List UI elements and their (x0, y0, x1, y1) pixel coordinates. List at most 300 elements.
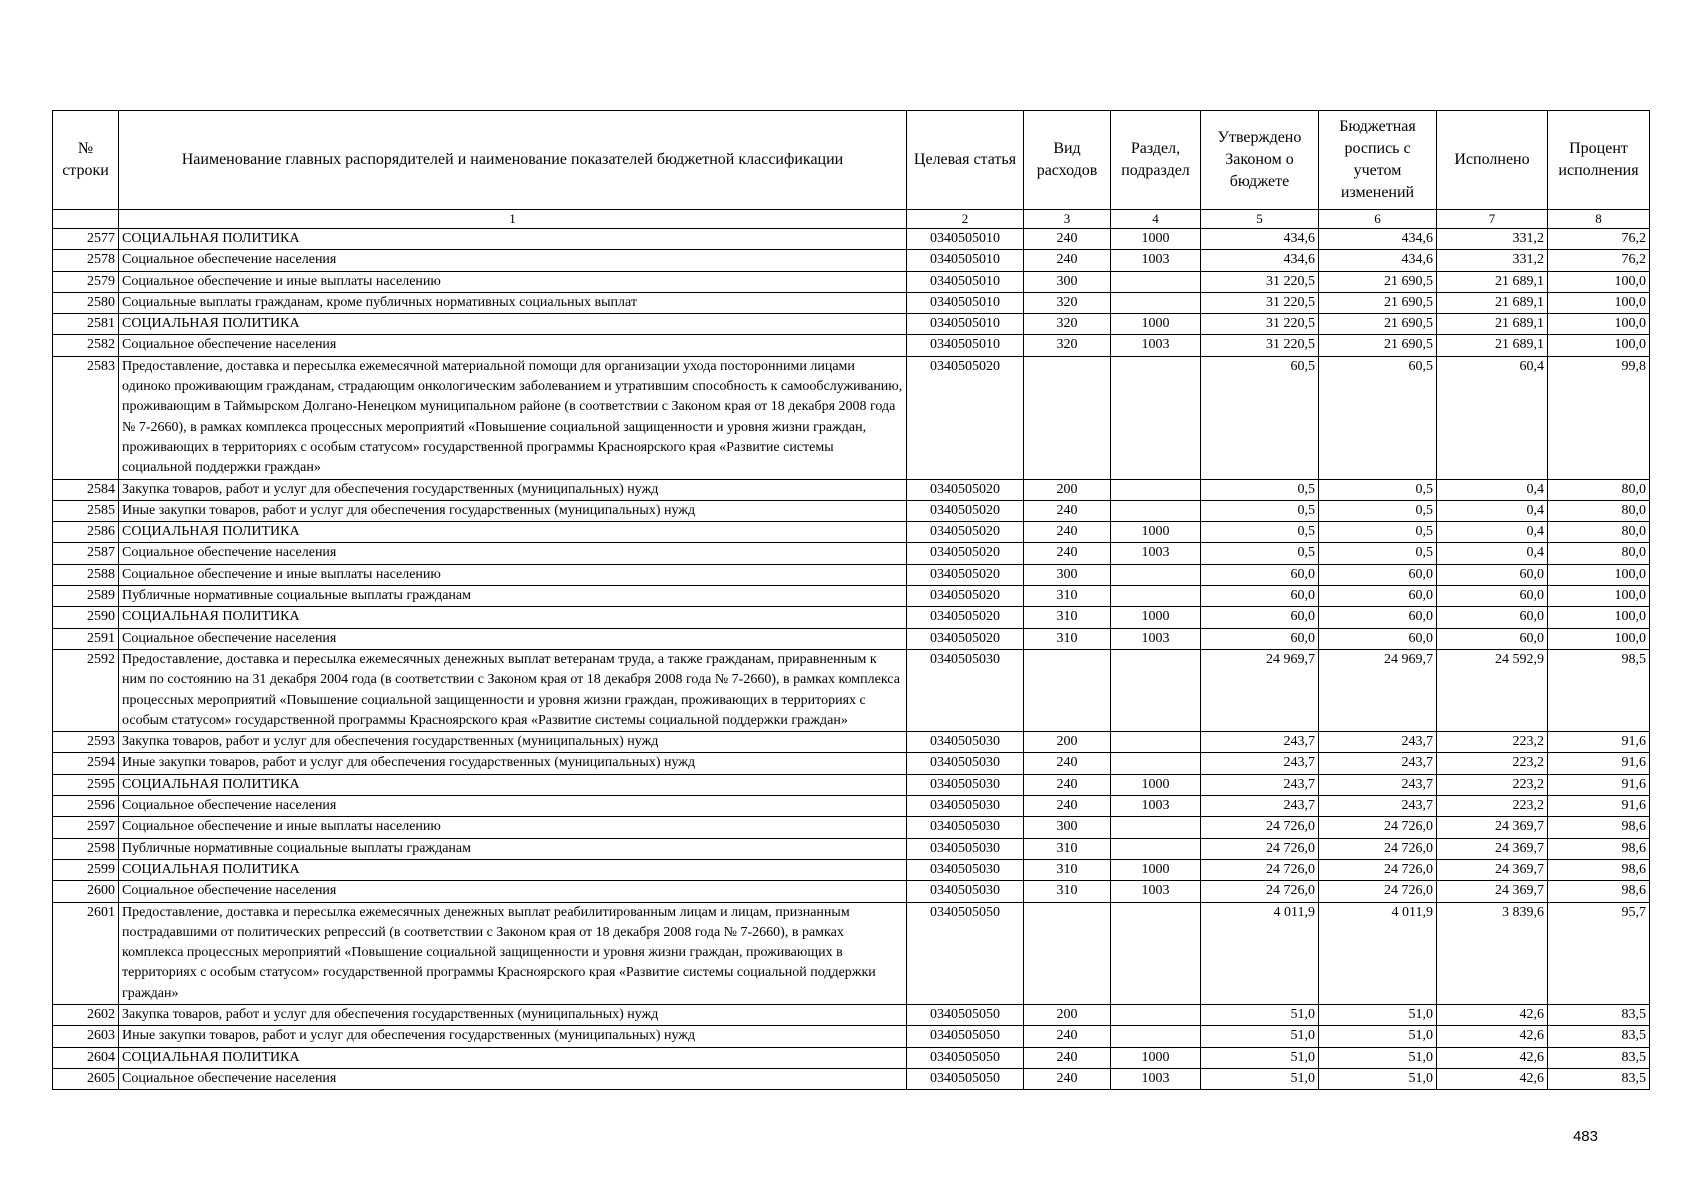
cell-row-number: 2602 (53, 1004, 119, 1025)
cell-executed: 0,4 (1437, 522, 1548, 543)
cell-section (1111, 500, 1201, 521)
cell-percent: 98,6 (1548, 881, 1650, 902)
cell-name: СОЦИАЛЬНАЯ ПОЛИТИКА (119, 229, 907, 250)
table-row (53, 628, 1650, 649)
cell-executed: 60,0 (1437, 628, 1548, 649)
table-row (53, 838, 1650, 859)
cell-name: СОЦИАЛЬНАЯ ПОЛИТИКА (119, 314, 907, 335)
cell-budget-list: 60,0 (1319, 628, 1437, 649)
cell-percent: 91,6 (1548, 774, 1650, 795)
cell-percent: 99,8 (1548, 356, 1650, 479)
column-number: 1 (119, 210, 907, 229)
cell-percent: 91,6 (1548, 732, 1650, 753)
cell-budget-list: 51,0 (1319, 1068, 1437, 1089)
header-row-number: № строки (53, 111, 119, 210)
cell-budget-list: 0,5 (1319, 500, 1437, 521)
cell-budget-list: 243,7 (1319, 774, 1437, 795)
cell-approved: 51,0 (1201, 1026, 1319, 1047)
cell-percent: 83,5 (1548, 1004, 1650, 1025)
table-row (53, 586, 1650, 607)
table-row (53, 753, 1650, 774)
cell-expense-type: 310 (1024, 859, 1111, 880)
cell-budget-list: 243,7 (1319, 753, 1437, 774)
cell-name: Иные закупки товаров, работ и услуг для обеспечения государственных (муниципальных) нужд (119, 1026, 907, 1047)
cell-budget-list: 434,6 (1319, 250, 1437, 271)
cell-section (1111, 817, 1201, 838)
cell-budget-list: 21 690,5 (1319, 335, 1437, 356)
cell-expense-type: 240 (1024, 543, 1111, 564)
cell-percent: 95,7 (1548, 902, 1650, 1004)
table-row (53, 479, 1650, 500)
cell-name: Закупка товаров, работ и услуг для обеспечения государственных (муниципальных) нужд (119, 732, 907, 753)
cell-executed: 24 369,7 (1437, 838, 1548, 859)
table-row (53, 314, 1650, 335)
table-row (53, 732, 1650, 753)
cell-expense-type: 320 (1024, 335, 1111, 356)
cell-executed: 24 369,7 (1437, 817, 1548, 838)
cell-percent: 100,0 (1548, 292, 1650, 313)
cell-budget-list: 60,0 (1319, 564, 1437, 585)
cell-row-number: 2594 (53, 753, 119, 774)
table-row (53, 500, 1650, 521)
cell-target-article: 0340505020 (907, 586, 1024, 607)
cell-section: 1003 (1111, 628, 1201, 649)
cell-name: Социальное обеспечение и иные выплаты населению (119, 817, 907, 838)
table-row (53, 522, 1650, 543)
cell-row-number: 2604 (53, 1047, 119, 1068)
cell-executed: 0,4 (1437, 500, 1548, 521)
cell-percent: 76,2 (1548, 229, 1650, 250)
cell-approved: 51,0 (1201, 1004, 1319, 1025)
table-row (53, 335, 1650, 356)
cell-section: 1003 (1111, 881, 1201, 902)
cell-executed: 60,4 (1437, 356, 1548, 479)
cell-approved: 434,6 (1201, 229, 1319, 250)
table-row (53, 564, 1650, 585)
cell-approved: 243,7 (1201, 753, 1319, 774)
cell-target-article: 0340505010 (907, 271, 1024, 292)
cell-row-number: 2581 (53, 314, 119, 335)
cell-budget-list: 24 969,7 (1319, 649, 1437, 731)
cell-budget-list: 51,0 (1319, 1047, 1437, 1068)
table-row (53, 229, 1650, 250)
cell-approved: 24 726,0 (1201, 859, 1319, 880)
cell-section (1111, 753, 1201, 774)
header-section: Раздел, подраздел (1111, 111, 1201, 210)
cell-budget-list: 24 726,0 (1319, 838, 1437, 859)
cell-section (1111, 479, 1201, 500)
cell-row-number: 2580 (53, 292, 119, 313)
budget-table (52, 110, 1650, 1090)
cell-expense-type: 240 (1024, 774, 1111, 795)
cell-target-article: 0340505020 (907, 356, 1024, 479)
cell-target-article: 0340505010 (907, 229, 1024, 250)
header-expense-type: Вид расходов (1024, 111, 1111, 210)
cell-section: 1000 (1111, 1047, 1201, 1068)
cell-percent: 80,0 (1548, 479, 1650, 500)
cell-row-number: 2603 (53, 1026, 119, 1047)
cell-row-number: 2601 (53, 902, 119, 1004)
column-number: 7 (1437, 210, 1548, 229)
cell-expense-type: 310 (1024, 838, 1111, 859)
table-row (53, 1004, 1650, 1025)
cell-executed: 42,6 (1437, 1026, 1548, 1047)
cell-approved: 0,5 (1201, 479, 1319, 500)
cell-percent: 100,0 (1548, 586, 1650, 607)
cell-name: Социальное обеспечение и иные выплаты населению (119, 271, 907, 292)
cell-section (1111, 271, 1201, 292)
cell-row-number: 2579 (53, 271, 119, 292)
cell-expense-type: 320 (1024, 292, 1111, 313)
cell-row-number: 2588 (53, 564, 119, 585)
cell-row-number: 2577 (53, 229, 119, 250)
cell-expense-type: 300 (1024, 564, 1111, 585)
cell-target-article: 0340505030 (907, 732, 1024, 753)
cell-name: Социальное обеспечение населения (119, 796, 907, 817)
cell-target-article: 0340505030 (907, 774, 1024, 795)
cell-approved: 0,5 (1201, 543, 1319, 564)
cell-budget-list: 24 726,0 (1319, 859, 1437, 880)
table-row (53, 902, 1650, 1004)
cell-target-article: 0340505030 (907, 796, 1024, 817)
cell-expense-type: 300 (1024, 271, 1111, 292)
cell-budget-list: 21 690,5 (1319, 271, 1437, 292)
cell-approved: 60,0 (1201, 628, 1319, 649)
cell-percent: 83,5 (1548, 1068, 1650, 1089)
cell-target-article: 0340505020 (907, 479, 1024, 500)
cell-row-number: 2591 (53, 628, 119, 649)
cell-target-article: 0340505020 (907, 522, 1024, 543)
cell-executed: 60,0 (1437, 607, 1548, 628)
cell-approved: 60,0 (1201, 564, 1319, 585)
cell-expense-type: 200 (1024, 479, 1111, 500)
cell-name: Публичные нормативные социальные выплаты гражданам (119, 586, 907, 607)
header-percent: Процент исполнения (1548, 111, 1650, 210)
cell-target-article: 0340505030 (907, 817, 1024, 838)
cell-target-article: 0340505020 (907, 500, 1024, 521)
budget-sheet (52, 110, 1649, 1090)
cell-expense-type: 320 (1024, 314, 1111, 335)
cell-percent: 100,0 (1548, 314, 1650, 335)
cell-percent: 91,6 (1548, 753, 1650, 774)
table-row (53, 271, 1650, 292)
cell-section (1111, 649, 1201, 731)
cell-percent: 100,0 (1548, 607, 1650, 628)
cell-row-number: 2596 (53, 796, 119, 817)
cell-percent: 80,0 (1548, 522, 1650, 543)
cell-row-number: 2599 (53, 859, 119, 880)
cell-budget-list: 51,0 (1319, 1026, 1437, 1047)
cell-expense-type: 240 (1024, 1068, 1111, 1089)
cell-name: Социальное обеспечение и иные выплаты населению (119, 564, 907, 585)
cell-target-article: 0340505020 (907, 543, 1024, 564)
cell-expense-type: 310 (1024, 881, 1111, 902)
cell-name: Закупка товаров, работ и услуг для обеспечения государственных (муниципальных) нужд (119, 1004, 907, 1025)
cell-executed: 223,2 (1437, 774, 1548, 795)
cell-section: 1003 (1111, 543, 1201, 564)
cell-executed: 24 369,7 (1437, 881, 1548, 902)
cell-approved: 60,0 (1201, 607, 1319, 628)
cell-approved: 434,6 (1201, 250, 1319, 271)
column-number: 4 (1111, 210, 1201, 229)
cell-section: 1003 (1111, 335, 1201, 356)
table-row (53, 881, 1650, 902)
cell-row-number: 2585 (53, 500, 119, 521)
cell-executed: 223,2 (1437, 732, 1548, 753)
cell-approved: 31 220,5 (1201, 335, 1319, 356)
cell-target-article: 0340505050 (907, 902, 1024, 1004)
column-number: 2 (907, 210, 1024, 229)
column-number-row (53, 210, 1650, 229)
cell-name: Социальное обеспечение населения (119, 881, 907, 902)
cell-name: Предоставление, доставка и пересылка ежемесячной материальной помощи для организации ухода посторонними лицами одиноко проживающим гражданам, страдающим онкологическим заболеванием и утратившим способность к самообслуживанию, проживающим в Таймырском Долгано-Ненецком муниципальном районе (в соответствии с Законом края от 18 декабря 2008 года № 7-2660), в рамках комплекса процессных мероприятий «Повышение социальной защищенности и уровня жизни граждан, проживающих в территориях с особым статусом» государственной программы Красноярского края «Развитие системы социальной поддержки граждан» (119, 356, 907, 479)
table-row (53, 1026, 1650, 1047)
header-budget-list: Бюджетная роспись с учетом изменений (1319, 111, 1437, 210)
cell-budget-list: 434,6 (1319, 229, 1437, 250)
cell-executed: 60,0 (1437, 586, 1548, 607)
cell-percent: 83,5 (1548, 1047, 1650, 1068)
cell-row-number: 2592 (53, 649, 119, 731)
cell-approved: 243,7 (1201, 732, 1319, 753)
cell-expense-type: 310 (1024, 628, 1111, 649)
header-target-article: Целевая статья (907, 111, 1024, 210)
cell-row-number: 2584 (53, 479, 119, 500)
cell-target-article: 0340505030 (907, 859, 1024, 880)
table-row (53, 859, 1650, 880)
header-approved: Утверждено Законом о бюджете (1201, 111, 1319, 210)
cell-expense-type (1024, 649, 1111, 731)
cell-budget-list: 0,5 (1319, 522, 1437, 543)
cell-row-number: 2605 (53, 1068, 119, 1089)
cell-percent: 76,2 (1548, 250, 1650, 271)
cell-section (1111, 732, 1201, 753)
cell-target-article: 0340505050 (907, 1004, 1024, 1025)
cell-target-article: 0340505010 (907, 314, 1024, 335)
cell-executed: 223,2 (1437, 753, 1548, 774)
cell-approved: 60,0 (1201, 586, 1319, 607)
cell-percent: 100,0 (1548, 271, 1650, 292)
cell-row-number: 2578 (53, 250, 119, 271)
table-row (53, 292, 1650, 313)
table-body (53, 229, 1650, 1090)
cell-budget-list: 60,0 (1319, 607, 1437, 628)
table-row (53, 250, 1650, 271)
cell-percent: 98,5 (1548, 649, 1650, 731)
cell-percent: 91,6 (1548, 796, 1650, 817)
table-row (53, 1047, 1650, 1068)
cell-row-number: 2582 (53, 335, 119, 356)
cell-approved: 4 011,9 (1201, 902, 1319, 1004)
cell-name: СОЦИАЛЬНАЯ ПОЛИТИКА (119, 607, 907, 628)
cell-name: Закупка товаров, работ и услуг для обеспечения государственных (муниципальных) нужд (119, 479, 907, 500)
cell-percent: 98,6 (1548, 859, 1650, 880)
cell-approved: 31 220,5 (1201, 314, 1319, 335)
cell-executed: 21 689,1 (1437, 271, 1548, 292)
cell-row-number: 2597 (53, 817, 119, 838)
cell-executed: 3 839,6 (1437, 902, 1548, 1004)
cell-expense-type: 240 (1024, 229, 1111, 250)
column-number: 8 (1548, 210, 1650, 229)
cell-section: 1003 (1111, 796, 1201, 817)
cell-name: СОЦИАЛЬНАЯ ПОЛИТИКА (119, 1047, 907, 1068)
cell-section (1111, 838, 1201, 859)
cell-target-article: 0340505020 (907, 607, 1024, 628)
cell-budget-list: 0,5 (1319, 543, 1437, 564)
cell-row-number: 2586 (53, 522, 119, 543)
cell-executed: 24 592,9 (1437, 649, 1548, 731)
cell-executed: 42,6 (1437, 1004, 1548, 1025)
cell-section: 1000 (1111, 522, 1201, 543)
cell-name: СОЦИАЛЬНАЯ ПОЛИТИКА (119, 774, 907, 795)
cell-section (1111, 1004, 1201, 1025)
table-row (53, 356, 1650, 479)
cell-percent: 80,0 (1548, 543, 1650, 564)
cell-budget-list: 4 011,9 (1319, 902, 1437, 1004)
cell-expense-type: 240 (1024, 753, 1111, 774)
cell-expense-type: 240 (1024, 1026, 1111, 1047)
cell-percent: 80,0 (1548, 500, 1650, 521)
cell-budget-list: 60,0 (1319, 586, 1437, 607)
cell-row-number: 2590 (53, 607, 119, 628)
cell-section: 1000 (1111, 314, 1201, 335)
cell-expense-type (1024, 902, 1111, 1004)
cell-executed: 24 369,7 (1437, 859, 1548, 880)
cell-target-article: 0340505020 (907, 564, 1024, 585)
cell-percent: 100,0 (1548, 335, 1650, 356)
cell-name: Социальное обеспечение населения (119, 335, 907, 356)
cell-target-article: 0340505010 (907, 250, 1024, 271)
cell-percent: 98,6 (1548, 817, 1650, 838)
cell-expense-type: 200 (1024, 732, 1111, 753)
cell-percent: 83,5 (1548, 1026, 1650, 1047)
cell-budget-list: 243,7 (1319, 796, 1437, 817)
cell-row-number: 2587 (53, 543, 119, 564)
cell-budget-list: 243,7 (1319, 732, 1437, 753)
cell-section (1111, 292, 1201, 313)
cell-expense-type: 240 (1024, 796, 1111, 817)
cell-expense-type: 240 (1024, 250, 1111, 271)
cell-approved: 31 220,5 (1201, 292, 1319, 313)
table-row (53, 1068, 1650, 1089)
cell-approved: 24 726,0 (1201, 817, 1319, 838)
cell-approved: 243,7 (1201, 774, 1319, 795)
cell-approved: 31 220,5 (1201, 271, 1319, 292)
cell-approved: 0,5 (1201, 500, 1319, 521)
cell-row-number: 2600 (53, 881, 119, 902)
cell-name: СОЦИАЛЬНАЯ ПОЛИТИКА (119, 859, 907, 880)
cell-section (1111, 564, 1201, 585)
cell-row-number: 2589 (53, 586, 119, 607)
cell-row-number: 2593 (53, 732, 119, 753)
header-name: Наименование главных распорядителей и наименование показателей бюджетной классификации (119, 111, 907, 210)
table-row (53, 774, 1650, 795)
cell-target-article: 0340505050 (907, 1068, 1024, 1089)
cell-target-article: 0340505030 (907, 753, 1024, 774)
cell-row-number: 2595 (53, 774, 119, 795)
cell-approved: 24 726,0 (1201, 838, 1319, 859)
cell-target-article: 0340505030 (907, 881, 1024, 902)
cell-section: 1000 (1111, 607, 1201, 628)
cell-executed: 331,2 (1437, 250, 1548, 271)
cell-row-number: 2598 (53, 838, 119, 859)
cell-section (1111, 356, 1201, 479)
cell-section (1111, 1026, 1201, 1047)
cell-name: Социальные выплаты гражданам, кроме публичных нормативных социальных выплат (119, 292, 907, 313)
cell-name: Социальное обеспечение населения (119, 1068, 907, 1089)
cell-name: Предоставление, доставка и пересылка ежемесячных денежных выплат ветеранам труда, а также гражданам, приравненным к ним по состоянию на 31 декабря 2004 года (в соответствии с Законом края от 18 декабря 2008 года № 7-2660), в рамках комплекса процессных мероприятий «Повышение социальной защищенности и уровня жизни граждан, проживающих в территориях с особым статусом» государственной программы Красноярского края «Развитие системы социальной поддержки граждан» (119, 649, 907, 731)
cell-section: 1003 (1111, 250, 1201, 271)
cell-executed: 42,6 (1437, 1068, 1548, 1089)
table-row (53, 817, 1650, 838)
cell-expense-type: 240 (1024, 500, 1111, 521)
cell-budget-list: 21 690,5 (1319, 292, 1437, 313)
table-row (53, 543, 1650, 564)
cell-budget-list: 24 726,0 (1319, 881, 1437, 902)
cell-section: 1003 (1111, 1068, 1201, 1089)
cell-executed: 223,2 (1437, 796, 1548, 817)
cell-approved: 24 969,7 (1201, 649, 1319, 731)
column-number: 3 (1024, 210, 1111, 229)
cell-section (1111, 902, 1201, 1004)
cell-target-article: 0340505030 (907, 838, 1024, 859)
table-row (53, 607, 1650, 628)
table-row (53, 796, 1650, 817)
header-executed: Исполнено (1437, 111, 1548, 210)
cell-approved: 0,5 (1201, 522, 1319, 543)
cell-section: 1000 (1111, 774, 1201, 795)
cell-expense-type: 200 (1024, 1004, 1111, 1025)
cell-target-article: 0340505050 (907, 1026, 1024, 1047)
cell-expense-type: 310 (1024, 607, 1111, 628)
column-number: 6 (1319, 210, 1437, 229)
cell-executed: 0,4 (1437, 479, 1548, 500)
cell-section: 1000 (1111, 859, 1201, 880)
table-row (53, 649, 1650, 731)
cell-budget-list: 60,5 (1319, 356, 1437, 479)
column-number: 5 (1201, 210, 1319, 229)
cell-budget-list: 24 726,0 (1319, 817, 1437, 838)
cell-executed: 21 689,1 (1437, 314, 1548, 335)
cell-approved: 24 726,0 (1201, 881, 1319, 902)
cell-executed: 21 689,1 (1437, 292, 1548, 313)
cell-target-article: 0340505050 (907, 1047, 1024, 1068)
cell-executed: 42,6 (1437, 1047, 1548, 1068)
cell-executed: 60,0 (1437, 564, 1548, 585)
cell-target-article: 0340505020 (907, 628, 1024, 649)
cell-budget-list: 0,5 (1319, 479, 1437, 500)
cell-approved: 243,7 (1201, 796, 1319, 817)
page-number: 483 (1572, 1128, 1598, 1145)
cell-name: Социальное обеспечение населения (119, 250, 907, 271)
cell-name: Предоставление, доставка и пересылка ежемесячных денежных выплат реабилитированным лицам и лицам, признанным пострадавшими от политических репрессий (в соответствии с Законом края от 18 декабря 2008 года № 7-2660), в рамках комплекса процессных мероприятий «Повышение социальной защищенности и уровня жизни граждан, проживающих в территориях с особым статусом» государственной программы Красноярского края «Развитие системы социальной поддержки граждан» (119, 902, 907, 1004)
cell-budget-list: 51,0 (1319, 1004, 1437, 1025)
column-number (53, 210, 119, 229)
cell-name: Социальное обеспечение населения (119, 543, 907, 564)
cell-target-article: 0340505010 (907, 335, 1024, 356)
cell-approved: 51,0 (1201, 1047, 1319, 1068)
header-row (53, 111, 1650, 210)
cell-section: 1000 (1111, 229, 1201, 250)
cell-executed: 21 689,1 (1437, 335, 1548, 356)
cell-executed: 0,4 (1437, 543, 1548, 564)
cell-expense-type (1024, 356, 1111, 479)
cell-name: Социальное обеспечение населения (119, 628, 907, 649)
cell-expense-type: 240 (1024, 522, 1111, 543)
cell-expense-type: 240 (1024, 1047, 1111, 1068)
cell-expense-type: 300 (1024, 817, 1111, 838)
cell-row-number: 2583 (53, 356, 119, 479)
cell-percent: 98,6 (1548, 838, 1650, 859)
